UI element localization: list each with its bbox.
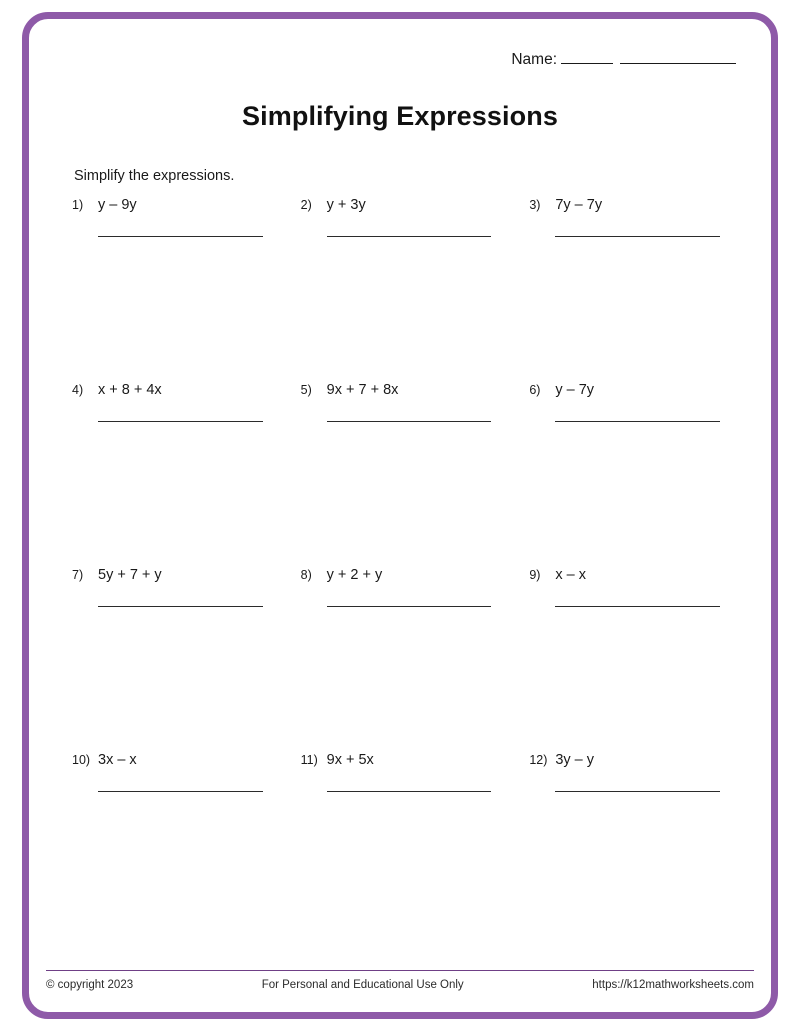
problem-item [291, 751, 510, 936]
problem-number: 7) [72, 568, 84, 582]
instructions-text: Simplify the expressions. [74, 168, 235, 184]
problem-expression: y + 3y [326, 197, 366, 213]
problems-grid [62, 196, 738, 936]
problem-number: 6) [529, 383, 541, 397]
problem-number: 12) [529, 753, 548, 767]
problem-header [301, 381, 510, 398]
problem-number: 10) [72, 753, 91, 767]
problem-expression: x – x [555, 567, 586, 583]
problem-item [519, 566, 738, 751]
name-blank-long[interactable] [620, 50, 736, 64]
problem-expression: 9x + 7 + 8x [326, 382, 399, 398]
problem-expression: 3y – y [555, 752, 595, 768]
name-label: Name: [511, 51, 557, 68]
answer-blank[interactable] [98, 235, 263, 237]
problem-item [62, 566, 281, 751]
problem-number: 9) [529, 568, 541, 582]
problem-number: 2) [300, 198, 312, 212]
problem-expression: y + 2 + y [326, 567, 383, 583]
answer-blank[interactable] [98, 420, 263, 422]
page-title: Simplifying Expressions [242, 101, 558, 131]
answer-blank[interactable] [555, 605, 720, 607]
problem-item [291, 381, 510, 566]
problem-item [519, 196, 738, 381]
name-field-row [62, 50, 738, 69]
problem-item [62, 751, 281, 936]
problem-header [72, 196, 281, 213]
name-blank-short[interactable] [561, 50, 613, 64]
problem-header [529, 751, 738, 768]
problem-item [519, 751, 738, 936]
problem-header [72, 381, 281, 398]
problem-expression: 9x + 5x [326, 752, 374, 768]
problem-header [301, 751, 510, 768]
problem-expression: y – 7y [555, 382, 595, 398]
answer-blank[interactable] [555, 235, 720, 237]
problem-item [291, 196, 510, 381]
problem-number: 5) [300, 383, 312, 397]
problem-header [72, 751, 281, 768]
answer-blank[interactable] [327, 790, 492, 792]
problem-number: 3) [529, 198, 541, 212]
problem-expression: x + 8 + 4x [98, 382, 162, 398]
problem-expression: 5y + 7 + y [98, 567, 162, 583]
footer-row [46, 979, 754, 991]
problem-number: 1) [72, 198, 84, 212]
problem-number: 4) [72, 383, 84, 397]
answer-blank[interactable] [327, 420, 492, 422]
problem-expression: y – 9y [98, 197, 137, 213]
worksheet-content [62, 14, 738, 1021]
footer-copyright: © copyright 2023 [46, 979, 134, 991]
problem-header [301, 196, 510, 213]
answer-blank[interactable] [555, 420, 720, 422]
problem-header [529, 566, 738, 583]
page-footer [46, 970, 754, 991]
problem-item [519, 381, 738, 566]
footer-usage-note: For Personal and Educational Use Only [261, 979, 464, 991]
footer-url[interactable]: https://k12mathworksheets.com [592, 979, 754, 991]
problem-number: 8) [300, 568, 312, 582]
answer-blank[interactable] [98, 605, 263, 607]
problem-header [72, 566, 281, 583]
problem-item [62, 381, 281, 566]
problem-expression: 7y – 7y [555, 197, 603, 213]
problem-expression: 3x – x [98, 752, 137, 768]
problem-header [529, 381, 738, 398]
problem-item [291, 566, 510, 751]
problem-item [62, 196, 281, 381]
problem-header [301, 566, 510, 583]
answer-blank[interactable] [327, 605, 492, 607]
problem-number: 11) [300, 753, 318, 767]
answer-blank[interactable] [327, 235, 492, 237]
problem-header [529, 196, 738, 213]
answer-blank[interactable] [555, 790, 720, 792]
footer-divider [46, 970, 754, 971]
answer-blank[interactable] [98, 790, 263, 792]
